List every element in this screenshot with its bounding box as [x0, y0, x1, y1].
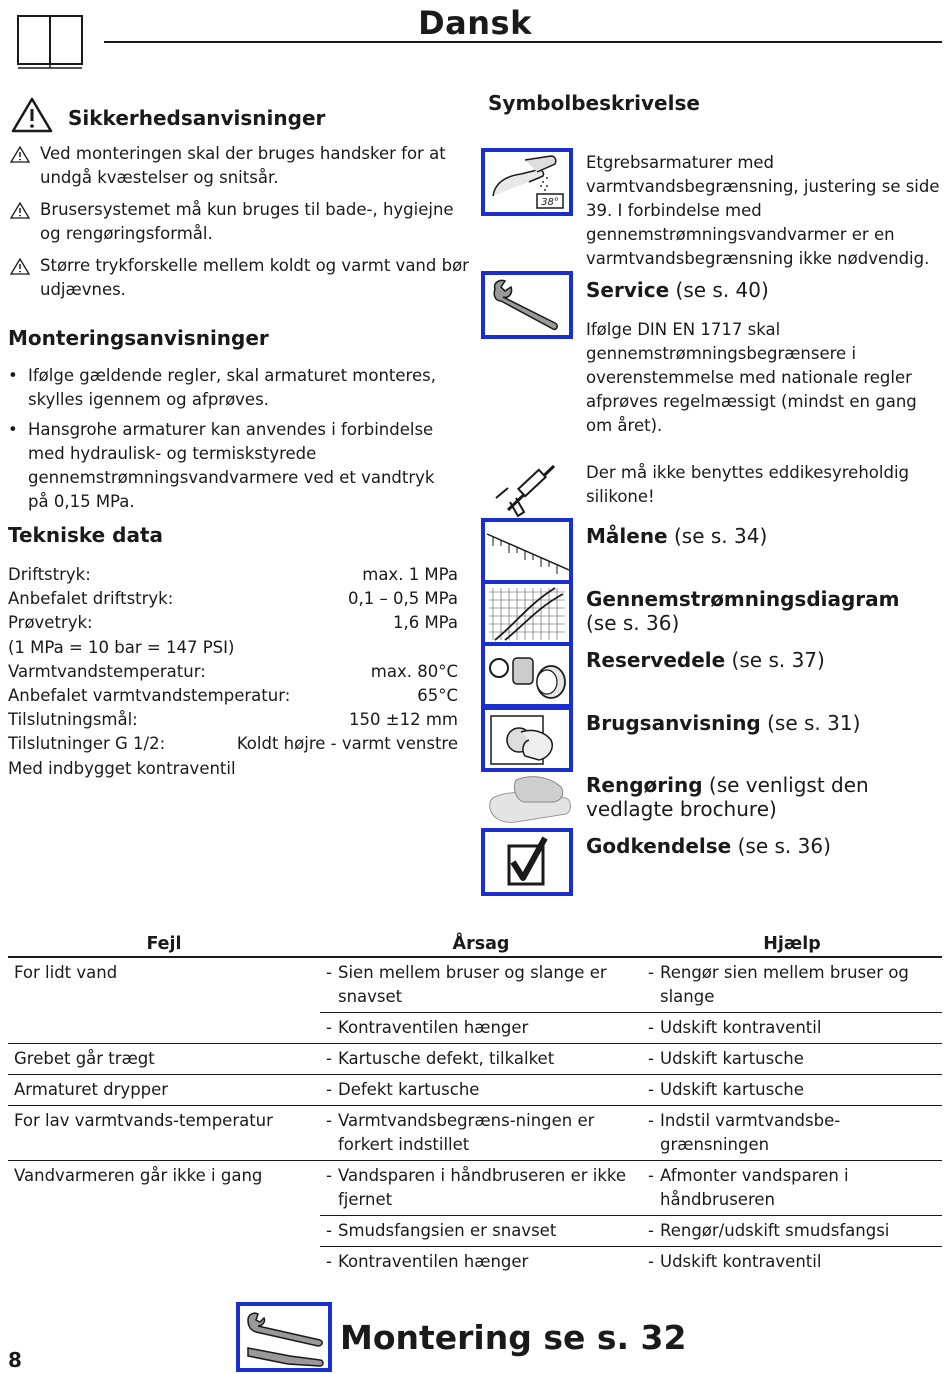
list-item: [326, 1219, 636, 1243]
silicone-gun-icon: [488, 458, 562, 520]
ruler-icon: [485, 522, 569, 580]
checkbox-checked-icon: [485, 832, 569, 892]
fault-text: Vandvarmeren går ikke i gang: [14, 1166, 263, 1185]
dash-marker: -: [326, 1018, 332, 1037]
table-header-row: [8, 932, 942, 957]
mounting-page-reference[interactable]: Montering se s. 32: [340, 1318, 687, 1357]
help-cell: [642, 1106, 942, 1161]
dimensions-symbol: [481, 518, 573, 584]
help-cell: [642, 1013, 942, 1044]
temperature-display: 38°: [541, 197, 559, 208]
user-manual-ref: (se s. 31): [760, 711, 861, 735]
safety-section: [10, 96, 470, 302]
approval-label: [586, 834, 831, 858]
cause-text: Kontraventilen hænger: [338, 1018, 529, 1037]
table-row: [8, 1216, 942, 1247]
help-cell: [642, 1216, 942, 1247]
list-item: [648, 1016, 936, 1040]
spare-parts-icon: [485, 646, 569, 704]
dash-marker: -: [326, 1221, 332, 1240]
safety-item: [10, 142, 470, 190]
page-number: 8: [8, 1348, 22, 1372]
symbols-heading: Symbolbeskrivelse: [488, 91, 700, 115]
dash-marker: -: [648, 1080, 654, 1099]
column-header-fault: Fejl: [8, 932, 320, 957]
list-item: [326, 1109, 636, 1157]
mounting-item: [8, 364, 460, 412]
help-cell: [642, 1075, 942, 1106]
list-item: [648, 1219, 936, 1243]
dash-marker: -: [326, 1252, 332, 1271]
fault-cell: [8, 957, 320, 1013]
bullet-icon: •: [8, 420, 18, 439]
fault-cell: [8, 1247, 320, 1278]
help-text: Rengør/udskift smudsfangsi: [660, 1221, 890, 1240]
help-cell: [642, 1161, 942, 1216]
tech-value: 1,6 MPa: [392, 613, 458, 633]
fault-cell: [8, 1044, 320, 1075]
fault-cell: [8, 1106, 320, 1161]
fault-cell: [8, 1161, 320, 1216]
safety-heading: Sikkerhedsanvisninger: [68, 106, 326, 130]
troubleshooting-table: [8, 932, 942, 1277]
column-header-cause: Årsag: [320, 932, 642, 957]
list-item: [648, 961, 936, 1009]
flow-diagram-symbol: [481, 580, 573, 646]
approval-title: Godkendelse: [586, 834, 732, 858]
cause-cell: [320, 1075, 642, 1106]
cause-cell: [320, 1216, 642, 1247]
tech-value: 65°C: [417, 686, 458, 706]
list-item: [326, 1250, 636, 1274]
list-item: [326, 961, 636, 1009]
tech-row: [8, 587, 458, 611]
list-item: [648, 1078, 936, 1102]
cause-text: Kartusche defekt, tilkalket: [338, 1049, 555, 1068]
tech-value: 0,1 – 0,5 MPa: [347, 589, 458, 609]
tech-label: Med indbygget kontraventil: [8, 758, 236, 778]
service-label: [586, 278, 769, 302]
fault-text: For lav varmtvands-temperatur: [14, 1111, 273, 1130]
thermostat-symbol: [481, 148, 573, 216]
dash-marker: -: [648, 1018, 654, 1037]
dimensions-ref: (se s. 34): [667, 524, 768, 548]
help-cell: [642, 957, 942, 1013]
tech-heading: Tekniske data: [8, 523, 164, 547]
cause-cell: [320, 957, 642, 1013]
help-text: Udskift kartusche: [660, 1049, 804, 1068]
tech-row: [8, 611, 458, 635]
table-row: [8, 1106, 942, 1161]
warning-icon: [10, 202, 30, 219]
cleaning-ref: (se venligst den vedlagte brochure): [586, 773, 869, 821]
list-item: [648, 1109, 936, 1157]
tech-value: max. 80°C: [370, 661, 458, 681]
dimensions-label: [586, 524, 767, 548]
warning-icon: [10, 146, 30, 163]
tech-label: Tilslutninger G 1/2:: [8, 734, 166, 754]
tech-label: Prøvetryk:: [8, 613, 93, 633]
spare-parts-title: Reservedele: [586, 648, 726, 672]
cause-cell: [320, 1161, 642, 1216]
cause-text: Kontraventilen hænger: [338, 1252, 529, 1271]
spare-parts-symbol: [481, 642, 573, 708]
tech-row: [8, 708, 458, 732]
tech-value: max. 1 MPa: [362, 565, 458, 584]
safety-text: Ved monteringen skal der bruges handsker for at undgå kvæstelser og snitsår.: [40, 144, 446, 187]
cause-cell: [320, 1044, 642, 1075]
help-text: Udskift kartusche: [660, 1080, 804, 1099]
silicone-text: Der må ikke benyttes eddikesyreholdig silikone!: [586, 463, 909, 506]
dash-marker: -: [648, 1049, 654, 1068]
service-symbol: [481, 271, 573, 339]
tech-row: [8, 684, 458, 708]
cause-text: Defekt kartusche: [338, 1080, 480, 1099]
safety-text: Brusersystemet må kun bruges til bade-, hygiejne og rengøringsformål.: [40, 200, 454, 243]
help-cell: [642, 1247, 942, 1278]
tech-section: [8, 523, 458, 781]
cause-text: Vandsparen i håndbruseren er ikke fjernet: [338, 1166, 627, 1209]
tech-value: Koldt højre - varmt venstre: [236, 734, 458, 754]
list-item: [326, 1078, 636, 1102]
cause-text: Smudsfangsien er snavset: [338, 1221, 557, 1240]
help-text: Afmonter vandsparen i håndbruseren: [660, 1166, 849, 1209]
user-manual-title: Brugsanvisning: [586, 711, 761, 735]
dash-marker: -: [326, 1166, 332, 1185]
diagram-grid-icon: [485, 584, 569, 642]
dash-marker: -: [326, 1049, 332, 1068]
dash-marker: -: [648, 1252, 654, 1271]
cleaning-label: [586, 773, 946, 821]
dimensions-title: Målene: [586, 524, 668, 548]
flow-diagram-label: [586, 587, 942, 635]
tech-label: Anbefalet driftstryk:: [8, 589, 174, 609]
user-manual-label: [586, 711, 860, 735]
dash-marker: -: [326, 963, 332, 982]
bullet-icon: •: [8, 366, 18, 385]
help-text: Udskift kontraventil: [660, 1252, 822, 1271]
spare-parts-label: [586, 648, 825, 672]
safety-item: [10, 198, 470, 246]
list-item: [648, 1250, 936, 1274]
help-text: Udskift kontraventil: [660, 1018, 822, 1037]
fault-text: Armaturet drypper: [14, 1080, 169, 1099]
dash-marker: -: [648, 963, 654, 982]
mounting-text: Ifølge gældende regler, skal armaturet monteres, skylles igennem og afprøves.: [28, 366, 436, 409]
safety-text: Større trykforskelle mellem koldt og varmt vand bør udjævnes.: [40, 256, 469, 299]
service-title: Service: [586, 278, 670, 302]
column-header-help: Hjælp: [642, 932, 942, 957]
table-row: [8, 1161, 942, 1216]
list-item: [648, 1047, 936, 1071]
cleaning-sponge-icon: [486, 772, 574, 828]
cleaning-title: Rengøring: [586, 773, 703, 797]
dash-marker: -: [648, 1221, 654, 1240]
page-title: Dansk: [418, 4, 532, 42]
table-row: [8, 1044, 942, 1075]
tech-row: [8, 660, 458, 684]
cause-cell: [320, 1247, 642, 1278]
list-item: [326, 1047, 636, 1071]
cause-text: Varmtvandsbegræns-ningen er forkert indstillet: [338, 1111, 595, 1154]
cause-text: Sien mellem bruser og slange er snavset: [338, 963, 607, 1006]
approval-symbol: [481, 828, 573, 896]
spare-parts-ref: (se s. 37): [725, 648, 825, 672]
tech-row: [8, 757, 458, 781]
fault-text: Grebet går trægt: [14, 1049, 155, 1068]
hand-shower-temperature-icon: [485, 152, 569, 212]
tech-row: [8, 636, 458, 660]
cause-cell: [320, 1013, 642, 1044]
list-item: [326, 1016, 636, 1040]
service-ref: (se s. 40): [669, 278, 769, 302]
safety-item: [10, 254, 470, 302]
warning-large-icon: [10, 96, 54, 134]
fault-cell: [8, 1216, 320, 1247]
hand-knob-icon: [485, 710, 569, 768]
fault-cell: [8, 1013, 320, 1044]
list-item: [326, 1164, 636, 1212]
user-manual-symbol: [481, 706, 573, 772]
tech-value: 150 ±12 mm: [349, 710, 458, 730]
mounting-tools-symbol: [236, 1302, 332, 1372]
dash-marker: -: [648, 1166, 654, 1185]
dash-marker: -: [648, 1111, 654, 1130]
tech-label: Driftstryk:: [8, 565, 91, 584]
warning-icon: [10, 258, 30, 275]
service-text: Ifølge DIN EN 1717 skal gennemstrømningsbegrænsere i overenstemmelse med nationale regler afprøves regelmæssigt (mindst en gang om året).: [586, 320, 917, 435]
fault-cell: [8, 1075, 320, 1106]
tech-label: Anbefalet varmtvandstemperatur:: [8, 686, 291, 706]
dash-marker: -: [326, 1111, 332, 1130]
mounting-item: [8, 418, 460, 514]
tech-label: Tilslutningsmål:: [8, 710, 138, 730]
tech-row: [8, 732, 458, 756]
mounting-heading: Monteringsanvisninger: [8, 326, 269, 350]
tech-label: Varmtvandstemperatur:: [8, 661, 206, 681]
table-row: [8, 1013, 942, 1044]
wrench-icon: [485, 275, 569, 335]
table-row: [8, 1247, 942, 1278]
list-item: [648, 1164, 936, 1212]
fault-text: For lidt vand: [14, 963, 118, 982]
approval-ref: (se s. 36): [731, 834, 831, 858]
mounting-text: Hansgrohe armaturer kan anvendes i forbindelse med hydraulisk- og termiskstyrede gennemstrømningsvandvarmere ved et vandtryk på 0,15 MPa.: [28, 420, 435, 511]
help-cell: [642, 1044, 942, 1075]
dash-marker: -: [326, 1080, 332, 1099]
mounting-section: [8, 326, 460, 514]
table-row: [8, 1075, 942, 1106]
help-text: Rengør sien mellem bruser og slange: [660, 963, 909, 1006]
tech-row: [8, 563, 458, 587]
thermostat-text: Etgrebsarmaturer med varmtvandsbegrænsning, justering se side 39. I forbindelse med gennemstrømningsvandvarmer er en varmtvandsbegrænsning ikke nødvendig.: [586, 153, 940, 268]
table-body: [8, 957, 942, 1277]
tools-icon: [240, 1306, 328, 1368]
table-row: [8, 957, 942, 1013]
flow-diagram-ref: (se s. 36): [586, 611, 680, 635]
cause-cell: [320, 1106, 642, 1161]
tech-label: (1 MPa = 10 bar = 147 PSI): [8, 637, 235, 657]
help-text: Indstil varmtvandsbe-grænsningen: [660, 1111, 841, 1154]
flow-diagram-title: Gennemstrømningsdiagram: [586, 587, 900, 611]
